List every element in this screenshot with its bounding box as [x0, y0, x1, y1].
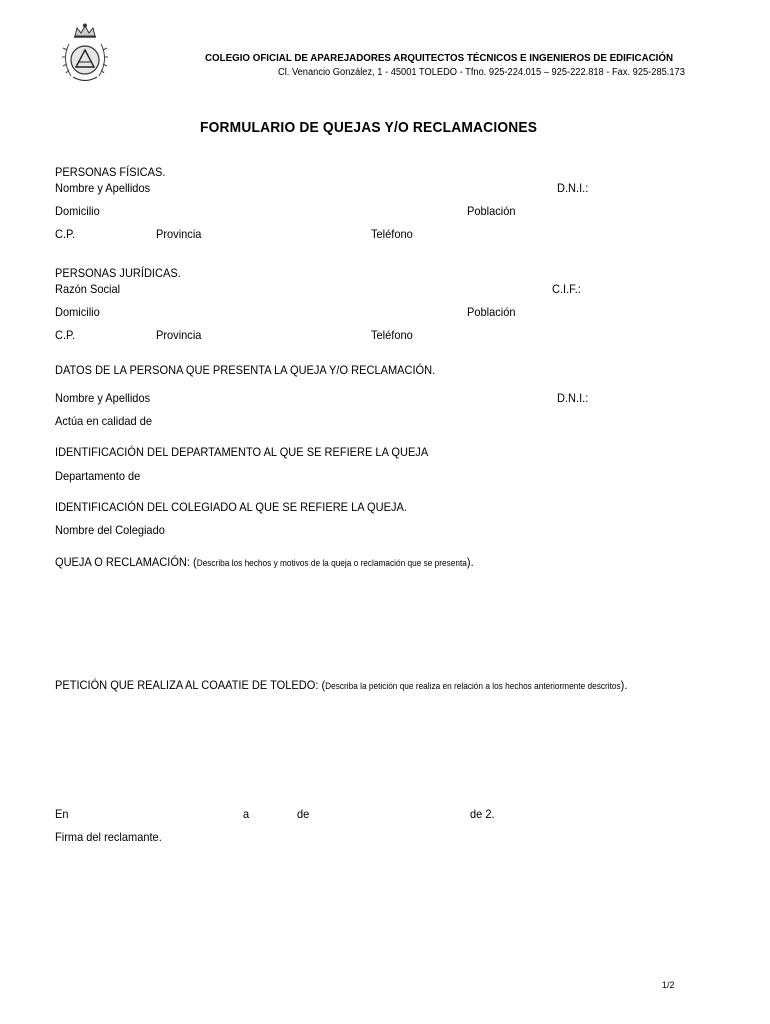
field-label-cp: C.P.: [55, 227, 76, 241]
field-label-provincia: Provincia: [156, 227, 202, 241]
field-label-dni: D.N.I.:: [557, 181, 589, 195]
field-label-razon-social: Razón Social: [55, 282, 121, 296]
field-label-departamento: Departamento de: [55, 469, 141, 483]
form-title: FORMULARIO DE QUEJAS Y/O RECLAMACIONES: [200, 119, 538, 136]
queja-heading-text: QUEJA O RECLAMACIÓN: (: [55, 555, 197, 569]
section-heading-personas-fisicas: PERSONAS FÍSICAS.: [55, 165, 166, 179]
field-label-cif: C.I.F.:: [552, 282, 581, 296]
field-label-cp: C.P.: [55, 328, 76, 342]
field-label-actua-calidad: Actúa en calidad de: [55, 414, 152, 428]
section-heading-peticion: [55, 678, 627, 692]
footer-label-de-year: de 2.: [470, 807, 495, 821]
signature-label: Firma del reclamante.: [55, 830, 162, 844]
organization-address: Cl. Venancio González, 1 - 45001 TOLEDO - Tfno. 925-224.015 – 925-222.818 - Fax. 925-285.173: [278, 67, 685, 78]
peticion-heading-text: PETICIÓN QUE REALIZA AL COAATIE DE TOLEDO: (: [55, 678, 326, 692]
field-label-domicilio: Domicilio: [55, 305, 100, 319]
field-label-provincia: Provincia: [156, 328, 202, 342]
field-label-nombre-apellidos: Nombre y Apellidos: [55, 391, 151, 405]
footer-label-de: de: [297, 807, 310, 821]
field-label-nombre-colegiado: Nombre del Colegiado: [55, 523, 165, 537]
peticion-instruction-note: Describa la petición que realiza en relación a los hechos anteriormente descritos: [325, 681, 621, 691]
section-heading-colegiado: IDENTIFICACIÓN DEL COLEGIADO AL QUE SE REFIERE LA QUEJA.: [55, 500, 407, 514]
field-label-poblacion: Población: [467, 204, 516, 218]
peticion-heading-close: ).: [620, 678, 628, 692]
field-label-dni: D.N.I.:: [557, 391, 589, 405]
crowned-emblem-icon: [57, 22, 113, 86]
field-label-nombre-apellidos: Nombre y Apellidos: [55, 181, 151, 195]
footer-label-en: En: [55, 807, 69, 821]
field-label-telefono: Teléfono: [371, 328, 413, 342]
queja-instruction-note: Describa los hechos y motivos de la queja o reclamación que se presenta: [196, 558, 467, 568]
organization-name: COLEGIO OFICIAL DE APAREJADORES ARQUITECTOS TÉCNICOS E INGENIEROS DE EDIFICACIÓN: [205, 52, 674, 64]
footer-label-a: a: [243, 807, 250, 821]
section-heading-queja: [55, 555, 474, 569]
field-label-domicilio: Domicilio: [55, 204, 100, 218]
section-heading-personas-juridicas: PERSONAS JURÍDICAS.: [55, 266, 181, 280]
section-heading-datos-persona: DATOS DE LA PERSONA QUE PRESENTA LA QUEJA Y/O RECLAMACIÓN.: [55, 363, 436, 377]
field-label-poblacion: Población: [467, 305, 516, 319]
queja-heading-close: ).: [466, 555, 474, 569]
field-label-telefono: Teléfono: [371, 227, 413, 241]
section-heading-departamento: IDENTIFICACIÓN DEL DEPARTAMENTO AL QUE SE REFIERE LA QUEJA: [55, 445, 429, 459]
page-number: 1/2: [662, 980, 675, 990]
